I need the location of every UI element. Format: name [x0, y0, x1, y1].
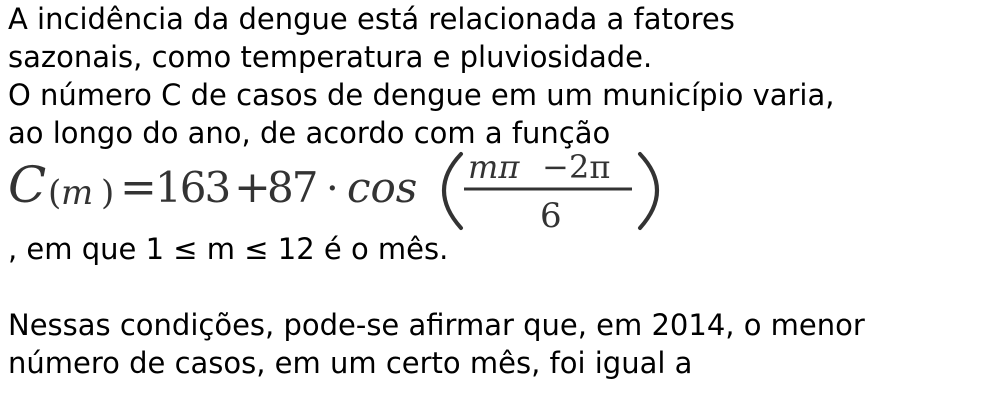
formula-left-paren — [444, 154, 461, 228]
formula-image — [8, 148, 984, 236]
paragraph-question-line-1: Nessas condições, pode-se afirmar que, em 2014, o menor — [8, 308, 865, 342]
formula-constant: 163 — [155, 163, 230, 212]
paragraph-function-line-2: ao longo do ano, de acordo com a função — [8, 116, 611, 150]
formula-lhs-close-paren: ) — [101, 173, 115, 213]
formula-lhs-open-paren: ( — [48, 173, 62, 213]
paragraph-intro-line-1: A incidência da dengue está relacionada a fatores — [8, 2, 735, 36]
question-text — [8, 0, 984, 382]
paragraph-intro-line-2: sazonais, como temperatura e pluviosidade. — [8, 40, 653, 74]
formula-denominator: 6 — [540, 196, 562, 236]
formula-amplitude: 87 — [267, 163, 317, 212]
formula-lhs-arg: m — [61, 173, 94, 213]
formula-dot: · — [326, 166, 339, 212]
formula-numerator-minus: − — [542, 148, 569, 186]
formula-numerator-rest: 2π — [569, 148, 611, 186]
paragraph-question-line-2: número de casos, em um certo mês, foi igual a — [8, 346, 693, 380]
blank-line — [8, 268, 984, 306]
formula-func: cos — [347, 163, 418, 212]
condition-line: , em que 1 ≤ m ≤ 12 é o mês. — [8, 232, 449, 266]
formula-right-paren — [640, 154, 657, 228]
formula-numerator-m: mπ — [468, 148, 520, 186]
formula-plus: + — [234, 162, 271, 213]
formula-svg — [8, 150, 668, 234]
formula-equals: = — [120, 162, 157, 213]
formula-lhs-symbol: C — [8, 156, 47, 214]
paragraph-function-line-1: O número C de casos de dengue em um município varia, — [8, 78, 835, 112]
